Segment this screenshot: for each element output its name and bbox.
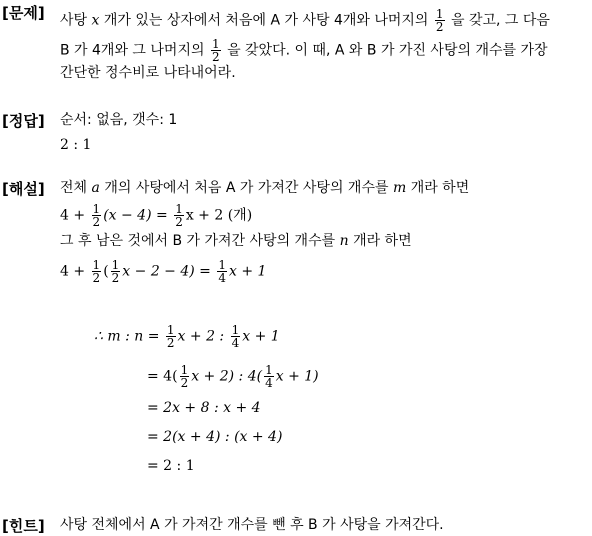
problem-line-3: 간단한 정수비로 나타내어라. <box>60 65 236 81</box>
conclusion-line-2 <box>147 364 319 389</box>
variable-m: m <box>392 180 407 196</box>
equation-part: x + 1 <box>242 328 280 345</box>
problem-text: 사탕 <box>60 12 88 29</box>
equation-part: (x − 4) = <box>103 207 168 224</box>
hint-text: 사탕 전체에서 A 가 가져간 개수를 뺀 후 B 가 사탕을 가져간다. <box>60 517 444 533</box>
fraction-half: $\frac{1}{2}$ <box>435 7 444 34</box>
solution-line-2 <box>60 232 412 250</box>
hint-label: [힌트] <box>2 517 45 535</box>
solution-text: 전체 <box>60 180 88 196</box>
fraction-half: $\frac{1}{2}$ <box>92 202 101 229</box>
variable-x: x <box>91 12 100 29</box>
equation-part: ( <box>103 263 109 280</box>
problem-text: 개가 있는 상자에서 처음에 A 가 사탕 4개와 나머지의 <box>103 12 429 29</box>
equation-part: 4 + <box>60 263 86 280</box>
variable-n: n <box>339 233 349 249</box>
problem-text: B 가 4개와 그 나머지의 <box>60 42 205 59</box>
solution-text: 개라 하면 <box>410 180 470 196</box>
problem-label: [문제] <box>2 4 45 22</box>
equation-part: x + 1) <box>275 368 319 385</box>
conclusion-line-3: = 2x + 8 : x + 4 <box>147 400 261 416</box>
equation-part: = 4( <box>147 368 178 385</box>
conclusion-line-1 <box>94 324 280 349</box>
problem-text: 을 갖고, 그 다음 <box>451 12 550 29</box>
fraction-half: $\frac{1}{2}$ <box>92 258 101 285</box>
fraction-half: $\frac{1}{2}$ <box>166 323 175 350</box>
problem-line-1 <box>60 8 550 33</box>
equation-part: x + 2) : 4( <box>191 368 263 385</box>
fraction-quarter: $\frac{1}{4}$ <box>231 323 240 350</box>
conclusion-line-4: = 2(x + 4) : (x + 4) <box>147 429 283 445</box>
fraction-half: $\frac{1}{2}$ <box>211 37 220 64</box>
problem-line-2 <box>60 38 548 63</box>
solution-label: [해설] <box>2 180 45 198</box>
equation-part: ∴ m : n = <box>94 328 160 345</box>
equation-part: x + 1 <box>229 263 267 280</box>
fraction-half: $\frac{1}{2}$ <box>175 202 183 229</box>
solution-equation-1 <box>60 203 252 228</box>
solution-line-1 <box>60 179 469 197</box>
variable-a: a <box>91 180 100 196</box>
solution-text: 그 후 남은 것에서 B 가 가져간 사탕의 개수를 <box>60 233 336 249</box>
fraction-half: $\frac{1}{2}$ <box>111 258 120 285</box>
solution-text: 개라 하면 <box>353 233 412 249</box>
equation-part: 4 + <box>60 207 86 224</box>
problem-text: 을 갖았다. 이 때, A 와 B 가 가진 사탕의 개수를 가장 <box>227 42 548 59</box>
fraction-quarter: $\frac{1}{4}$ <box>265 363 273 390</box>
solution-equation-2 <box>60 259 266 284</box>
equation-part: x + 2 (개) <box>185 207 253 224</box>
answer-label: [정답] <box>2 112 45 130</box>
conclusion-line-5: = 2 : 1 <box>147 458 195 474</box>
fraction-quarter: $\frac{1}{4}$ <box>218 258 227 285</box>
answer-value: 2 : 1 <box>60 137 92 153</box>
equation-part: x + 2 : <box>177 328 225 345</box>
solution-text: 개의 사탕에서 처음 A 가 가져간 사탕의 개수를 <box>104 180 389 196</box>
answer-meta: 순서: 없음, 갯수: 1 <box>60 112 178 128</box>
equation-part: x − 2 − 4) = <box>122 263 211 280</box>
fraction-half: $\frac{1}{2}$ <box>180 363 189 390</box>
